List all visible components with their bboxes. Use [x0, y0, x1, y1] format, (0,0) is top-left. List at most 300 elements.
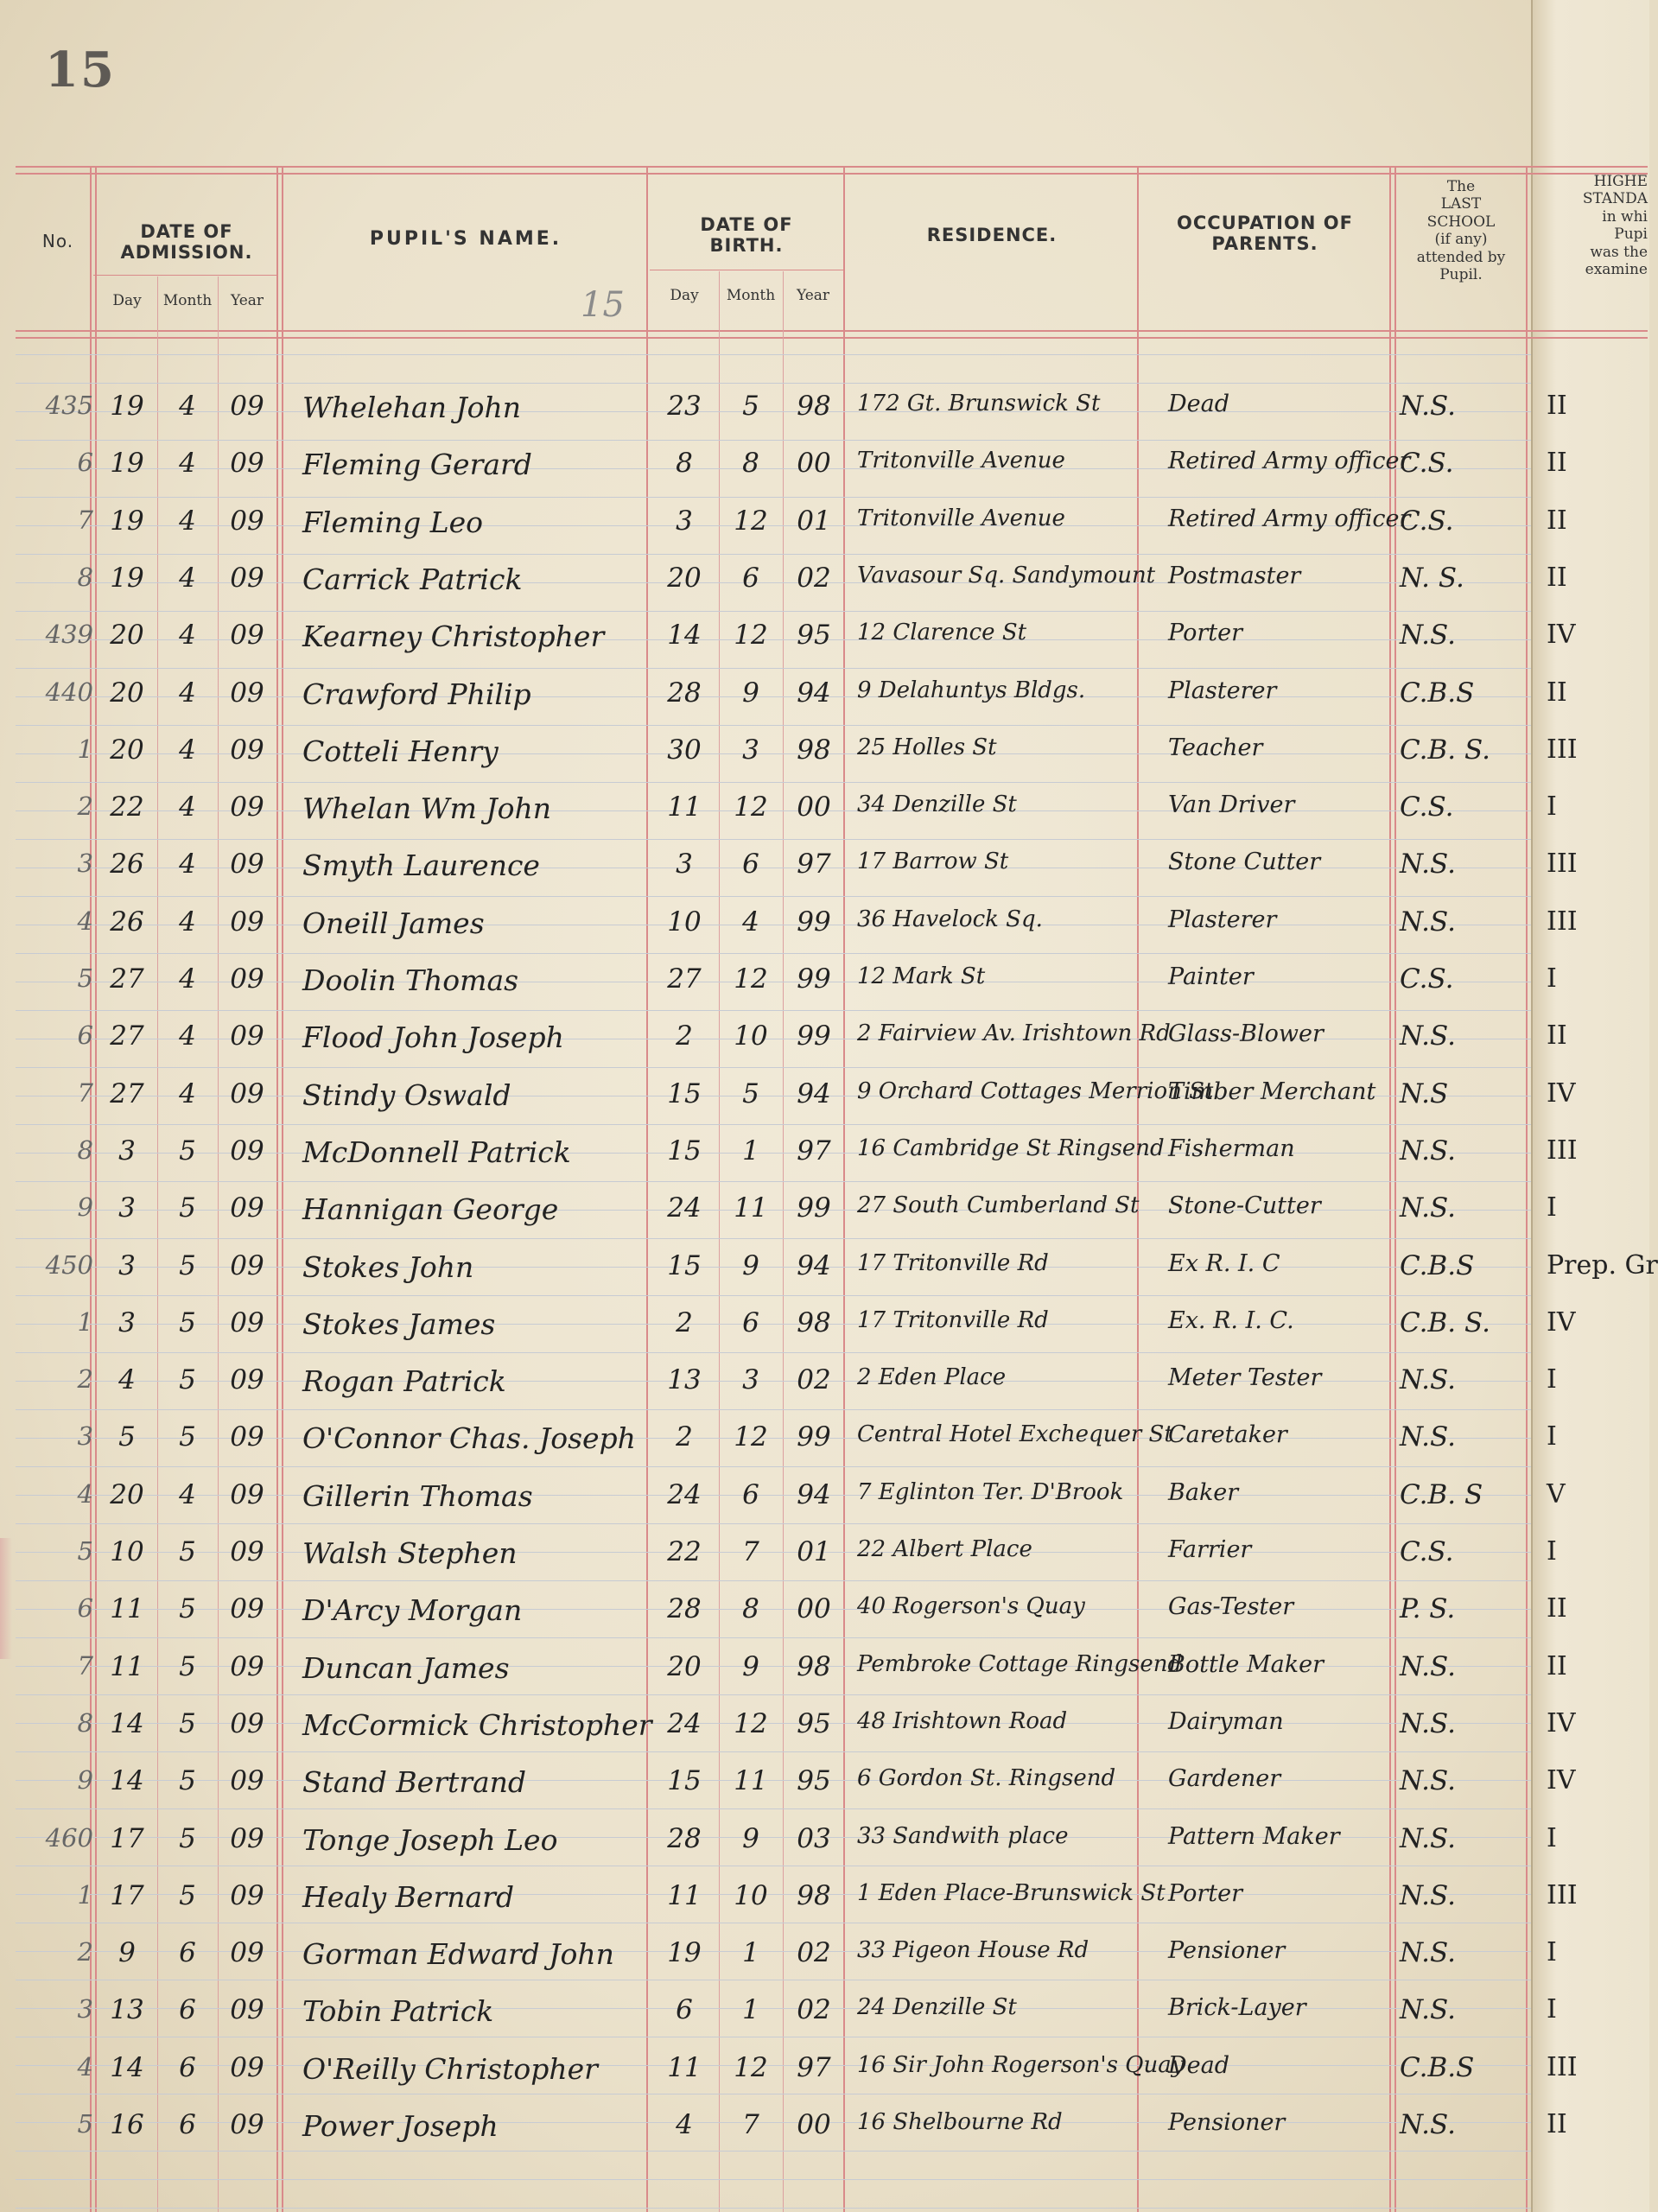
entry-number-cell: 8 [77, 1707, 93, 1738]
birth-day-cell: 15 [667, 1135, 702, 1166]
table-row [0, 1875, 1648, 1932]
birth-day-cell: 23 [667, 391, 702, 422]
admission-year-cell: 09 [230, 734, 264, 766]
last-school-cell: P. S. [1400, 1593, 1456, 1625]
parent-occupation-cell: Meter Tester [1168, 1364, 1322, 1392]
birth-day-cell: 20 [667, 562, 702, 594]
admission-day-cell: 13 [110, 1994, 144, 2026]
entry-number-cell: 460 [45, 1822, 93, 1853]
table-row [0, 729, 1648, 786]
header-adm-month: Month [162, 292, 213, 309]
highest-standard-cell: II [1547, 391, 1567, 421]
entry-number-cell: 4 [77, 1478, 93, 1509]
birth-month-cell: 1 [742, 1135, 759, 1166]
last-school-cell: C.B. S [1400, 1478, 1483, 1510]
birth-year-cell: 94 [797, 1249, 831, 1281]
birth-month-cell: 12 [734, 1707, 768, 1739]
header-last-school: The LAST SCHOOL (if any) attended by Pupil. [1416, 178, 1506, 283]
highest-standard-cell: I [1547, 1421, 1557, 1452]
birth-day-cell: 28 [667, 1593, 702, 1625]
admission-year-cell: 09 [230, 1937, 264, 1969]
admission-day-cell: 17 [110, 1879, 144, 1911]
highest-standard-cell: II [1547, 448, 1567, 479]
table-row [0, 1302, 1648, 1359]
residence-cell: 9 Delahuntys Bldgs. [857, 677, 1086, 703]
birth-year-cell: 03 [797, 1822, 831, 1854]
birth-day-cell: 2 [676, 1020, 693, 1052]
birth-year-cell: 98 [797, 1306, 831, 1338]
pupil-name-cell: Kearney Christopher [302, 620, 605, 654]
pupil-name-cell: Gorman Edward John [302, 1937, 614, 1972]
admission-month-cell: 4 [179, 562, 196, 594]
last-school-cell: N.S. [1400, 1994, 1456, 2026]
entry-number-cell: 2 [77, 1937, 93, 1967]
header-date-of-admission: DATE OF ADMISSION. [120, 221, 253, 264]
birth-year-cell: 00 [797, 448, 831, 480]
admission-day-cell: 3 [118, 1306, 136, 1338]
birth-day-cell: 11 [667, 1879, 702, 1911]
table-row [0, 901, 1648, 958]
entry-number-cell: 1 [77, 1879, 93, 1910]
parent-occupation-cell: Porter [1168, 620, 1242, 647]
entry-number-cell: 2 [77, 791, 93, 822]
admission-month-cell: 5 [179, 1822, 196, 1854]
pupil-name-cell: Rogan Patrick [302, 1364, 506, 1399]
birth-month-cell: 6 [742, 1306, 759, 1338]
highest-standard-cell: III [1547, 906, 1578, 937]
admission-year-cell: 09 [230, 448, 264, 480]
birth-year-cell: 99 [797, 906, 831, 938]
birth-day-cell: 3 [676, 849, 693, 880]
admission-year-cell: 09 [230, 1879, 264, 1911]
admission-year-cell: 09 [230, 1020, 264, 1052]
parent-occupation-cell: Dead [1168, 391, 1230, 417]
birth-day-cell: 13 [667, 1364, 702, 1396]
birth-year-cell: 00 [797, 791, 831, 823]
last-school-cell: N.S. [1400, 906, 1456, 938]
entry-number-cell: 440 [45, 677, 93, 707]
table-row [0, 1474, 1648, 1531]
admission-month-cell: 4 [179, 734, 196, 766]
header-adm-year: Year [230, 292, 264, 309]
admission-year-cell: 09 [230, 791, 264, 823]
birth-year-cell: 97 [797, 849, 831, 880]
birth-month-cell: 1 [742, 1937, 759, 1969]
admission-day-cell: 14 [110, 2051, 144, 2083]
admission-day-cell: 11 [110, 1650, 144, 1682]
header-birth-month: Month [726, 287, 776, 304]
last-school-cell: C.S. [1400, 791, 1454, 823]
admission-month-cell: 4 [179, 1478, 196, 1510]
highest-standard-cell: II [1547, 505, 1567, 536]
birth-month-cell: 12 [734, 620, 768, 652]
entry-number-cell: 5 [77, 2109, 93, 2139]
parent-occupation-cell: Retired Army officer [1168, 505, 1411, 532]
entry-number-cell: 6 [77, 1020, 93, 1051]
table-row [0, 1703, 1648, 1760]
header-top-rule [16, 166, 1648, 168]
admission-month-cell: 4 [179, 677, 196, 709]
birth-day-cell: 28 [667, 1822, 702, 1854]
admission-month-cell: 4 [179, 620, 196, 652]
last-school-cell: N.S. [1400, 1707, 1456, 1739]
admission-year-cell: 09 [230, 1650, 264, 1682]
entry-number-cell: 439 [45, 620, 93, 650]
admission-day-cell: 19 [110, 448, 144, 480]
birth-month-cell: 9 [742, 1822, 759, 1854]
admission-day-cell: 26 [110, 906, 144, 938]
admission-day-cell: 3 [118, 1192, 136, 1224]
highest-standard-cell: I [1547, 1994, 1557, 2025]
birth-day-cell: 4 [676, 2109, 693, 2140]
admission-month-cell: 4 [179, 1020, 196, 1052]
admission-month-cell: 4 [179, 448, 196, 480]
highest-standard-cell: II [1547, 1020, 1567, 1052]
header-bottom-rule [16, 330, 1648, 332]
birth-month-cell: 11 [734, 1192, 768, 1224]
admission-day-cell: 20 [110, 1478, 144, 1510]
parent-occupation-cell: Timber Merchant [1168, 1077, 1376, 1105]
highest-standard-cell: II [1547, 677, 1567, 708]
entry-number-cell: 6 [77, 1593, 93, 1624]
entry-number-cell: 7 [77, 1650, 93, 1681]
birth-month-cell: 11 [734, 1765, 768, 1797]
admission-month-cell: 5 [179, 1192, 196, 1224]
admission-day-cell: 11 [110, 1593, 144, 1625]
header-bottom-rule-2 [16, 337, 1648, 339]
admission-year-cell: 09 [230, 1249, 264, 1281]
parent-occupation-cell: Porter [1168, 1879, 1242, 1907]
birth-day-cell: 20 [667, 1650, 702, 1682]
highest-standard-cell: V [1547, 1478, 1566, 1510]
birth-year-cell: 97 [797, 2051, 831, 2083]
birth-day-cell: 11 [667, 791, 702, 823]
admission-year-cell: 09 [230, 677, 264, 709]
table-row [0, 1989, 1648, 2046]
admission-month-cell: 6 [179, 2109, 196, 2140]
highest-standard-cell: II [1547, 1650, 1567, 1681]
entry-number-cell: 7 [77, 505, 93, 535]
last-school-cell: N.S. [1400, 1765, 1456, 1797]
residence-cell: 48 Irishtown Road [857, 1707, 1068, 1734]
pupil-name-cell: Stokes James [302, 1306, 496, 1341]
residence-cell: 16 Shelbourne Rd [857, 2109, 1063, 2135]
birth-year-cell: 01 [797, 505, 831, 537]
birth-year-cell: 98 [797, 391, 831, 422]
birth-year-cell: 02 [797, 1994, 831, 2026]
residence-cell: 24 Denzille St [857, 1994, 1017, 2021]
birth-month-cell: 1 [742, 1994, 759, 2026]
table-row [0, 2104, 1648, 2161]
admission-year-cell: 09 [230, 1994, 264, 2026]
parent-occupation-cell: Dead [1168, 2051, 1230, 2079]
birth-year-cell: 94 [797, 1077, 831, 1109]
parent-occupation-cell: Gas-Tester [1168, 1593, 1294, 1621]
highest-standard-cell: III [1547, 1879, 1578, 1910]
birth-month-cell: 9 [742, 1650, 759, 1682]
birth-day-cell: 22 [667, 1536, 702, 1567]
last-school-cell: N.S. [1400, 2109, 1456, 2140]
pupil-name-cell: Whelan Wm John [302, 791, 551, 826]
birth-year-cell: 94 [797, 677, 831, 709]
birth-month-cell: 8 [742, 448, 759, 480]
pupil-name-cell: Stokes John [302, 1249, 474, 1284]
last-school-cell: N.S. [1400, 620, 1456, 652]
entry-number-cell: 4 [77, 906, 93, 936]
last-school-cell: N.S. [1400, 849, 1456, 880]
birth-month-cell: 3 [742, 1364, 759, 1396]
birth-year-cell: 02 [797, 1364, 831, 1396]
pupil-name-cell: Fleming Gerard [302, 448, 532, 482]
birth-year-cell: 01 [797, 1536, 831, 1567]
admission-day-cell: 10 [110, 1536, 144, 1567]
entry-number-cell: 9 [77, 1765, 93, 1796]
pupil-name-cell: Carrick Patrick [302, 562, 523, 596]
residence-cell: 16 Cambridge St Ringsend [857, 1135, 1165, 1161]
admission-day-cell: 14 [110, 1765, 144, 1797]
table-row [0, 1015, 1648, 1072]
admission-day-cell: 27 [110, 1077, 144, 1109]
birth-month-cell: 8 [742, 1593, 759, 1625]
residence-cell: 9 Orchard Cottages Merrion St [857, 1077, 1214, 1104]
last-school-cell: N.S. [1400, 1822, 1456, 1854]
birth-day-cell: 2 [676, 1306, 693, 1338]
admission-year-cell: 09 [230, 2051, 264, 2083]
highest-standard-cell: I [1547, 1536, 1557, 1567]
birth-year-cell: 95 [797, 620, 831, 652]
admission-day-cell: 19 [110, 391, 144, 422]
pupil-name-cell: Power Joseph [302, 2109, 499, 2143]
last-school-cell: C.S. [1400, 505, 1454, 537]
admission-year-cell: 09 [230, 1478, 264, 1510]
header-no: No. [41, 231, 74, 251]
pupil-name-cell: O'Reilly Christopher [302, 2051, 598, 2086]
birth-day-cell: 19 [667, 1937, 702, 1969]
table-row [0, 672, 1648, 729]
last-school-cell: N.S. [1400, 1020, 1456, 1052]
admission-month-cell: 4 [179, 906, 196, 938]
birth-year-cell: 95 [797, 1765, 831, 1797]
pupil-name-cell: Doolin Thomas [302, 963, 519, 997]
admission-month-cell: 5 [179, 1536, 196, 1567]
admission-month-cell: 5 [179, 1135, 196, 1166]
admission-month-cell: 5 [179, 1765, 196, 1797]
ruled-line [16, 2208, 1531, 2209]
last-school-cell: N.S. [1400, 391, 1456, 422]
residence-cell: 17 Tritonville Rd [857, 1306, 1049, 1333]
admission-year-cell: 09 [230, 849, 264, 880]
pupil-name-cell: Stand Bertrand [302, 1765, 527, 1800]
admission-month-cell: 5 [179, 1306, 196, 1338]
entry-number-cell: 7 [77, 1077, 93, 1108]
birth-month-cell: 6 [742, 562, 759, 594]
birth-day-cell: 24 [667, 1707, 702, 1739]
birth-year-cell: 99 [797, 1192, 831, 1224]
residence-cell: 27 South Cumberland St [857, 1192, 1140, 1219]
parent-occupation-cell: Pensioner [1168, 2109, 1286, 2136]
pupil-name-cell: Tonge Joseph Leo [302, 1822, 558, 1857]
table-row [0, 1818, 1648, 1875]
table-row [0, 557, 1648, 614]
header-date-of-birth: DATE OF BIRTH. [700, 214, 793, 257]
pupil-name-cell: D'Arcy Morgan [302, 1593, 523, 1628]
admission-day-cell: 19 [110, 505, 144, 537]
birth-month-cell: 5 [742, 391, 759, 422]
birth-year-cell: 00 [797, 1593, 831, 1625]
birth-day-cell: 24 [667, 1192, 702, 1224]
parent-occupation-cell: Stone Cutter [1168, 849, 1321, 876]
entry-number-cell: 5 [77, 963, 93, 993]
admission-year-cell: 09 [230, 1077, 264, 1109]
birth-day-cell: 3 [676, 505, 693, 537]
pupil-name-cell: Cotteli Henry [302, 734, 499, 768]
residence-cell: 6 Gordon St. Ringsend [857, 1765, 1116, 1792]
last-school-cell: N.S. [1400, 1650, 1456, 1682]
header-occupation: OCCUPATION OF PARENTS. [1177, 213, 1353, 255]
admission-day-cell: 22 [110, 791, 144, 823]
highest-standard-cell: III [1547, 1135, 1578, 1166]
birth-day-cell: 30 [667, 734, 702, 766]
birth-month-cell: 3 [742, 734, 759, 766]
admission-month-cell: 5 [179, 1707, 196, 1739]
pupil-name-cell: McDonnell Patrick [302, 1135, 571, 1169]
birth-day-cell: 27 [667, 963, 702, 995]
last-school-cell: C.B.S [1400, 2051, 1475, 2083]
admission-sub-rule [93, 275, 276, 276]
last-school-cell: C.B.S [1400, 677, 1475, 709]
residence-cell: 7 Eglinton Ter. D'Brook [857, 1478, 1124, 1505]
birth-day-cell: 15 [667, 1765, 702, 1797]
last-school-cell: N.S. [1400, 1192, 1456, 1224]
residence-cell: 17 Barrow St [857, 849, 1009, 875]
entry-number-cell: 9 [77, 1192, 93, 1223]
admission-month-cell: 5 [179, 1879, 196, 1911]
header-highest-standard: HIGHE STANDA in whi Pupi was the examine [1582, 173, 1648, 278]
admission-day-cell: 26 [110, 849, 144, 880]
birth-month-cell: 12 [734, 1421, 768, 1453]
parent-occupation-cell: Pattern Maker [1168, 1822, 1340, 1850]
pupil-name-cell: Fleming Leo [302, 505, 484, 539]
table-row [0, 385, 1648, 442]
admission-year-cell: 09 [230, 1707, 264, 1739]
pupil-name-cell: Crawford Philip [302, 677, 531, 711]
entry-number-cell: 8 [77, 562, 93, 592]
admission-year-cell: 09 [230, 1822, 264, 1854]
birth-day-cell: 6 [676, 1994, 693, 2026]
pupil-name-cell: Walsh Stephen [302, 1536, 518, 1570]
pupil-name-cell: McCormick Christopher [302, 1707, 652, 1742]
entry-number-cell: 4 [77, 2051, 93, 2082]
table-row [0, 1646, 1648, 1703]
table-row [0, 1073, 1648, 1130]
residence-cell: Vavasour Sq. Sandymount [857, 562, 1156, 588]
admission-year-cell: 09 [230, 2109, 264, 2140]
residence-cell: 33 Pigeon House Rd [857, 1937, 1089, 1964]
admission-year-cell: 09 [230, 1364, 264, 1396]
admission-month-cell: 5 [179, 1364, 196, 1396]
last-school-cell: N.S. [1400, 1364, 1456, 1396]
pupil-name-cell: Oneill James [302, 906, 485, 940]
last-school-cell: N.S. [1400, 1879, 1456, 1911]
last-school-cell: N.S [1400, 1077, 1449, 1109]
birth-month-cell: 9 [742, 1249, 759, 1281]
last-school-cell: C.B. S. [1400, 1306, 1490, 1338]
admission-month-cell: 6 [179, 1937, 196, 1969]
entry-number-cell: 5 [77, 1536, 93, 1566]
birth-year-cell: 97 [797, 1135, 831, 1166]
parent-occupation-cell: Dairyman [1168, 1707, 1284, 1735]
pupil-name-cell: Hannigan George [302, 1192, 559, 1227]
residence-cell: 16 Sir John Rogerson's Quay [857, 2051, 1185, 2078]
last-school-cell: N.S. [1400, 1421, 1456, 1453]
birth-month-cell: 10 [734, 1020, 768, 1052]
entry-number-cell: 435 [45, 391, 93, 420]
entry-number-cell: 8 [77, 1135, 93, 1165]
admission-year-cell: 09 [230, 1306, 264, 1338]
parent-occupation-cell: Van Driver [1168, 791, 1295, 819]
residence-cell: Pembroke Cottage Ringsend [857, 1650, 1183, 1677]
admission-day-cell: 20 [110, 734, 144, 766]
table-row [0, 500, 1648, 557]
highest-standard-cell: IV [1547, 620, 1576, 651]
birth-year-cell: 98 [797, 1879, 831, 1911]
highest-standard-cell: II [1547, 1593, 1567, 1624]
admission-year-cell: 09 [230, 391, 264, 422]
parent-occupation-cell: Farrier [1168, 1536, 1252, 1563]
birth-month-cell: 6 [742, 849, 759, 880]
highest-standard-cell: I [1547, 791, 1557, 823]
highest-standard-cell: I [1547, 963, 1557, 994]
page-number: 15 [45, 41, 116, 99]
admission-month-cell: 4 [179, 391, 196, 422]
birth-day-cell: 28 [667, 677, 702, 709]
admission-year-cell: 09 [230, 963, 264, 995]
pupil-name-cell: Stindy Oswald [302, 1077, 511, 1112]
pupil-name-cell: Smyth Laurence [302, 849, 540, 883]
residence-cell: 36 Havelock Sq. [857, 906, 1043, 932]
birth-month-cell: 12 [734, 963, 768, 995]
admission-year-cell: 09 [230, 1192, 264, 1224]
pupil-name-cell: Whelehan John [302, 391, 522, 424]
last-school-cell: C.S. [1400, 448, 1454, 480]
residence-cell: 12 Mark St [857, 963, 986, 989]
admission-year-cell: 09 [230, 1593, 264, 1625]
admission-year-cell: 09 [230, 1536, 264, 1567]
residence-cell: 2 Fairview Av. Irishtown Rd [857, 1020, 1171, 1047]
admission-day-cell: 20 [110, 620, 144, 652]
parent-occupation-cell: Gardener [1168, 1765, 1281, 1793]
birth-month-cell: 12 [734, 505, 768, 537]
admission-day-cell: 3 [118, 1249, 136, 1281]
parent-occupation-cell: Ex. R. I. C. [1168, 1306, 1294, 1334]
parent-occupation-cell: Stone-Cutter [1168, 1192, 1321, 1220]
residence-cell: 17 Tritonville Rd [857, 1249, 1049, 1276]
header-adm-day: Day [112, 292, 142, 309]
residence-cell: 12 Clarence St [857, 620, 1027, 646]
pupil-name-cell: O'Connor Chas. Joseph [302, 1421, 636, 1456]
highest-standard-cell: IV [1547, 1306, 1576, 1338]
pupil-name-cell: Gillerin Thomas [302, 1478, 533, 1513]
highest-standard-cell: IV [1547, 1707, 1576, 1738]
table-row [0, 1588, 1648, 1645]
birth-month-cell: 10 [734, 1879, 768, 1911]
parent-occupation-cell: Retired Army officer [1168, 448, 1411, 475]
parent-occupation-cell: Caretaker [1168, 1421, 1287, 1449]
last-school-cell: N.S. [1400, 1135, 1456, 1166]
birth-day-cell: 2 [676, 1421, 693, 1453]
admission-day-cell: 27 [110, 1020, 144, 1052]
birth-year-cell: 02 [797, 1937, 831, 1969]
